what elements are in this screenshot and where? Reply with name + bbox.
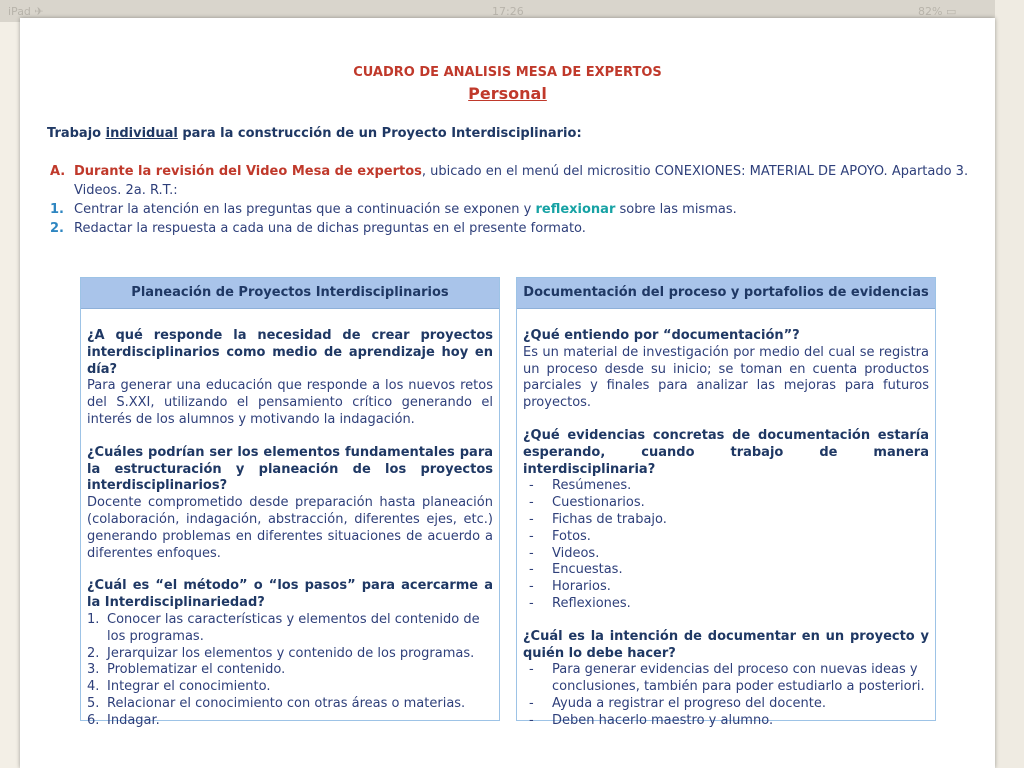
status-time: 17:26	[492, 5, 524, 18]
instruction-a-bold: Durante la revisión del Video Mesa de expertos	[74, 164, 422, 179]
planning-body	[87, 328, 493, 730]
list-item	[523, 713, 929, 730]
instruction-a	[50, 162, 970, 200]
step-text: Conocer las características y elementos del contenido de los programas.	[107, 611, 480, 644]
dash: -	[529, 562, 534, 578]
intro-line	[47, 126, 582, 141]
list-item	[87, 612, 493, 646]
step-text: Indagar.	[107, 712, 160, 728]
intro-post: para la construcción de un Proyecto Interdisciplinario:	[177, 126, 582, 141]
dash: -	[529, 495, 534, 511]
dash: -	[529, 695, 534, 711]
step-number: 1.	[87, 611, 100, 627]
list-item	[523, 529, 929, 546]
evidence-text: Cuestionarios.	[552, 495, 645, 511]
dash: -	[529, 545, 534, 561]
list-item	[87, 696, 493, 713]
dash: -	[529, 662, 534, 678]
instruction-1-highlight: reflexionar	[535, 202, 616, 217]
step-number: 4.	[87, 679, 100, 695]
instruction-1-pre: Centrar la atención en las preguntas que a continuación se exponen y	[74, 202, 536, 217]
evidence-text: Encuestas.	[552, 562, 623, 578]
dash: -	[529, 511, 534, 527]
evidence-text: Fichas de trabajo.	[552, 511, 667, 527]
dash: -	[529, 712, 534, 728]
list-item	[523, 696, 929, 713]
list-item	[87, 662, 493, 679]
list-item	[523, 662, 929, 696]
list-item	[523, 579, 929, 596]
planning-a1: Para generar una educación que responde a los nuevos retos del S.XXI, utilizando el pensamiento crítico generando el interés de los alumnos y motivando la indagación.	[87, 378, 493, 427]
planning-header: Planeación de Proyectos Interdisciplinarios	[81, 278, 499, 309]
evidence-text: Horarios.	[552, 579, 611, 595]
page-subtitle: Personal	[468, 84, 547, 103]
instruction-1-post: sobre las mismas.	[615, 202, 737, 217]
intro-underlined: individual	[105, 126, 178, 141]
documentation-header: Documentación del proceso y portafolios de evidencias	[517, 278, 935, 309]
step-number: 3.	[87, 662, 100, 678]
status-left: iPad ✈	[8, 5, 44, 18]
intro-pre: Trabajo	[47, 126, 106, 141]
documentation-body	[523, 328, 929, 730]
intent-text: Ayuda a registrar el progreso del docente.	[552, 695, 826, 711]
list-item	[523, 478, 929, 495]
instruction-2-text: Redactar la respuesta a cada una de dichas preguntas en el presente formato.	[74, 221, 586, 236]
list-item	[87, 646, 493, 663]
list-item	[523, 562, 929, 579]
planning-q1: ¿A qué responde la necesidad de crear proyectos interdisciplinarios como medio de aprendizaje hoy en día?	[87, 328, 493, 377]
step-number: 5.	[87, 695, 100, 711]
instruction-2	[50, 219, 970, 238]
planning-a2: Docente comprometido desde preparación hasta planeación (colaboración, indagación, abstracción, diferentes ejes, etc.) generando problemas en diferentes situaciones de acuerdo a diferentes enfoques.	[87, 495, 493, 561]
evidence-text: Fotos.	[552, 528, 591, 544]
page-title: CUADRO DE ANALISIS MESA DE EXPERTOS	[353, 65, 662, 80]
instruction-a-text: , ubicado en el menú del micrositio CONEXIONES: MATERIAL DE APOYO. Apartado 3. Videos. 2a. R.T.:	[74, 164, 969, 198]
planning-table	[80, 277, 500, 728]
step-number: 6.	[87, 712, 100, 728]
list-item	[523, 546, 929, 563]
evidence-text: Videos.	[552, 545, 600, 561]
list-item	[523, 512, 929, 529]
planning-q3: ¿Cuál es “el método” o “los pasos” para acercarme a la Interdisciplinariedad?	[87, 578, 493, 611]
intent-text: Para generar evidencias del proceso con nuevas ideas y conclusiones, también para poder estudiarlo a posteriori.	[552, 662, 925, 695]
documentation-q1: ¿Qué entiendo por “documentación”?	[523, 328, 800, 343]
instruction-1	[50, 200, 970, 219]
step-text: Relacionar el conocimiento con otras áreas o materias.	[107, 695, 466, 711]
dash: -	[529, 478, 534, 494]
step-text: Integrar el conocimiento.	[107, 679, 271, 695]
planning-q2: ¿Cuáles podrían ser los elementos fundamentales para la estructuración y planeación de los proyectos interdisciplinarios?	[87, 444, 493, 494]
step-number: 2.	[87, 645, 100, 661]
evidence-text: Reflexiones.	[552, 595, 631, 611]
list-item	[87, 679, 493, 696]
step-text: Problematizar el contenido.	[107, 662, 286, 678]
marker-a: A.	[50, 164, 66, 179]
dash: -	[529, 595, 534, 611]
documentation-q2: ¿Qué evidencias concretas de documentación estaría esperando, cuando trabajo de manera interdisciplinaria?	[523, 427, 929, 477]
intents-list	[523, 662, 929, 729]
list-item	[523, 495, 929, 512]
dash: -	[529, 528, 534, 544]
evidence-text: Resúmenes.	[552, 478, 632, 494]
instructions-list	[50, 162, 970, 238]
documentation-table	[516, 277, 936, 728]
step-text: Jerarquizar los elementos y contenido de los programas.	[107, 645, 475, 661]
intent-text: Deben hacerlo maestro y alumno.	[552, 712, 774, 728]
list-item	[523, 596, 929, 613]
evidences-list	[523, 478, 929, 612]
status-battery: 82% ▭	[918, 5, 957, 18]
marker-1: 1.	[50, 202, 64, 217]
viewer-margin	[995, 0, 1024, 768]
marker-2: 2.	[50, 221, 64, 236]
list-item	[87, 713, 493, 730]
dash: -	[529, 579, 534, 595]
documentation-a1: Es un material de investigación por medio del cual se registra un proceso desde su inicio; se toman en cuenta productos parciales y finales para analizar las mejoras para futuros proyectos.	[523, 344, 929, 411]
steps-list	[87, 612, 493, 730]
document-page[interactable]	[20, 18, 995, 768]
documentation-q3: ¿Cuál es la intención de documentar en un proyecto y quién lo debe hacer?	[523, 628, 929, 661]
